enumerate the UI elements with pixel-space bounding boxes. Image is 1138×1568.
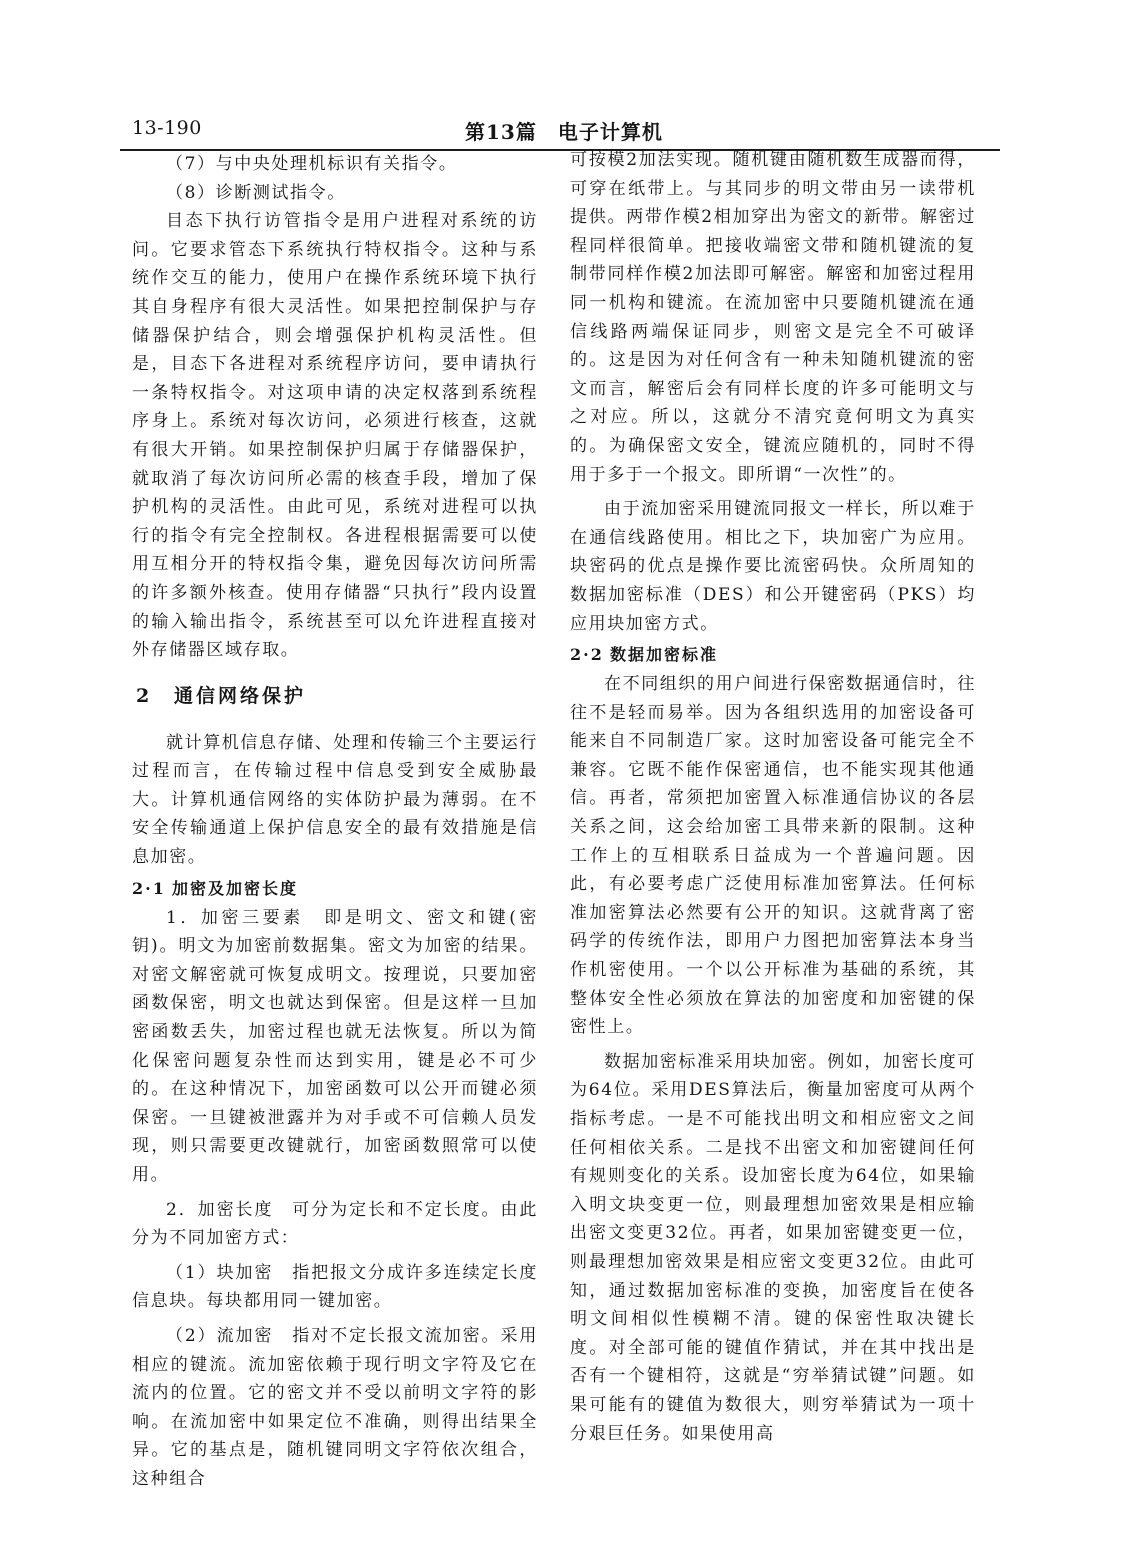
paragraph: 1．加密三要素 即是明文、密文和键(密钥)。明文为加密前数据集。密文为加密的结果。对密文解密就可恢复成明文。按理说，只要加密函数保密，明文也就达到保密。但是这样一旦加密函数丢失，加密过程也就无法恢复。所以为简化保密问题复杂性而达到实用，键是必不可少的。在这种情况下，加密函数可以公开而键必须保密。一旦键被泄露并为对手或不可信赖人员发现，则只需要更改键就行，加密函数照常可以使用。: [132, 907, 538, 1185]
section-number: 2: [136, 684, 153, 707]
list-item: （2）流加密 指对不定长报文流加密。采用相应的键流。流加密依赖于现行明文字符及它在流内的位置。它的密文并不受以前明文字符的影响。在流加密中如果定位不准确，则得出结果全异。它的基点是，随机键同明文字符依次组合，这种组合: [132, 1325, 538, 1489]
section-title: 通信网络保护: [174, 684, 307, 707]
left-column: [132, 150, 538, 1494]
page-number: 13-190: [132, 117, 202, 139]
right-column: [570, 150, 976, 1448]
paragraph: 由于流加密采用键流同报文一样长，所以难于在通信线路使用。相比之下，块加密广为应用。块密码的优点是操作要比流密码快。众所周知的数据加密标准（DES）和公开键密码（PKS）均应用块加密方式。: [570, 499, 976, 634]
paragraph: 数据加密标准采用块加密。例如，加密长度可为64位。采用DES算法后，衡量加密度可从两个指标考虑。一是不可能找出明文和相应密文之间任何相依关系。二是找不出密文和加密键间任何有规则变化的关系。设加密长度为64位，如果输入明文块变更一位，则最理想加密效果是相应输出密文变更32位。再者，如果加密键变更一位，则最理想加密效果是相应密文变更32位。由此可知，通过数据加密标准的变换，加密度旨在使各明文间相似性模糊不清。键的保密性取决键长度。对全部可能的键值作猜试，并在其中找出是否有一个键相符，这就是“穷举猜试键”问题。如果可能有的键值为数很大，则穷举猜试为一项十分艰巨任务。如果使用高: [570, 1051, 976, 1444]
subsection-title: 数据加密标准: [610, 645, 719, 665]
subsection-heading: [132, 876, 538, 902]
list-item: （7）与中央处理机标识有关指令。: [166, 154, 458, 174]
list-item: （8）诊断测试指令。: [166, 182, 346, 203]
section-heading: [132, 681, 538, 711]
paragraph: 2．加密长度 可分为定长和不定长度。由此分为不同加密方式：: [132, 1199, 538, 1249]
running-title: 第13篇 电子计算机: [465, 120, 663, 144]
subsection-number: 2·2: [570, 645, 604, 665]
subsection-title: 加密及加密长度: [172, 878, 299, 898]
paragraph: 就计算机信息存储、处理和传输三个主要运行过程而言，在传输过程中信息受到安全威胁最大。计算机通信网络的实体防护最为薄弱。在不安全传输通道上保护信息安全的最有效措施是信息加密。: [132, 732, 538, 868]
paragraph: 在不同组织的用户间进行保密数据通信时，往往不是轻而易举。因为各组织选用的加密设备可能来自不同制造厂家。这时加密设备可能完全不兼容。它既不能作保密通信，也不能实现其他通信。再者，常须把加密置入标准通信协议的各层关系之间，这会给加密工具带来新的限制。这种工作上的互相联系日益成为一个普遍问题。因此，有必要考虑广泛使用标准加密算法。任何标准加密算法必然要有公开的知识。这就背离了密码学的传统作法，即用户力图把加密算法本身当作机密使用。一个以公开标准为基础的系统，其整体安全性必须放在算法的加密度和加密键的保密性上。: [570, 674, 976, 1038]
subsection-heading: [570, 642, 976, 668]
list-item: （1）块加密 指把报文分成许多连续定长度信息块。每块都用同一键加密。: [132, 1262, 538, 1312]
paragraph: 可按模2加法实现。随机键由随机数生成器而得，可穿在纸带上。与其同步的明文带由另一读带机提供。两带作模2相加穿出为密文的新带。解密过程同样很简单。把接收端密文带和随机键流的复制带同样作模2加法即可解密。解密和加密过程用同一机构和键流。在流加密中只要随机键流在通信线路两端保证同步，则密文是完全不可破译的。这是因为对任何含有一种未知随机键流的密文而言，解密后会有同样长度的许多可能明文与之对应。所以，这就分不清究竟何明文为真实的。为确保密文安全，键流应随机的，同时不得用于多于一个报文。即所谓“一次性”的。: [570, 150, 976, 485]
subsection-number: 2·1: [132, 878, 166, 898]
paragraph: 目态下执行访管指令是用户进程对系统的访问。它要求管态下系统执行特权指令。这种与系统作交互的能力，使用户在操作系统环境下执行其自身程序有很大灵活性。如果把控制保护与存储器保护结合，则会增强保护机构灵活性。但是，目态下各进程对系统程序访问，要申请执行一条特权指令。对这项申请的决定权落到系统程序身上。系统对每次访问，必须进行核查，这就有很大开销。如果控制保护归属于存储器保护，就取消了每次访问所必需的核查手段，增加了保护机构的灵活性。由此可见，系统对进程可以执行的指令有完全控制权。各进程根据需要可以使用互相分开的特权指令集，避免因每次访问所需的许多额外核查。使用存储器“只执行”段内设置的输入输出指令，系统甚至可以允许进程直接对外存储器区域存取。: [132, 211, 538, 661]
